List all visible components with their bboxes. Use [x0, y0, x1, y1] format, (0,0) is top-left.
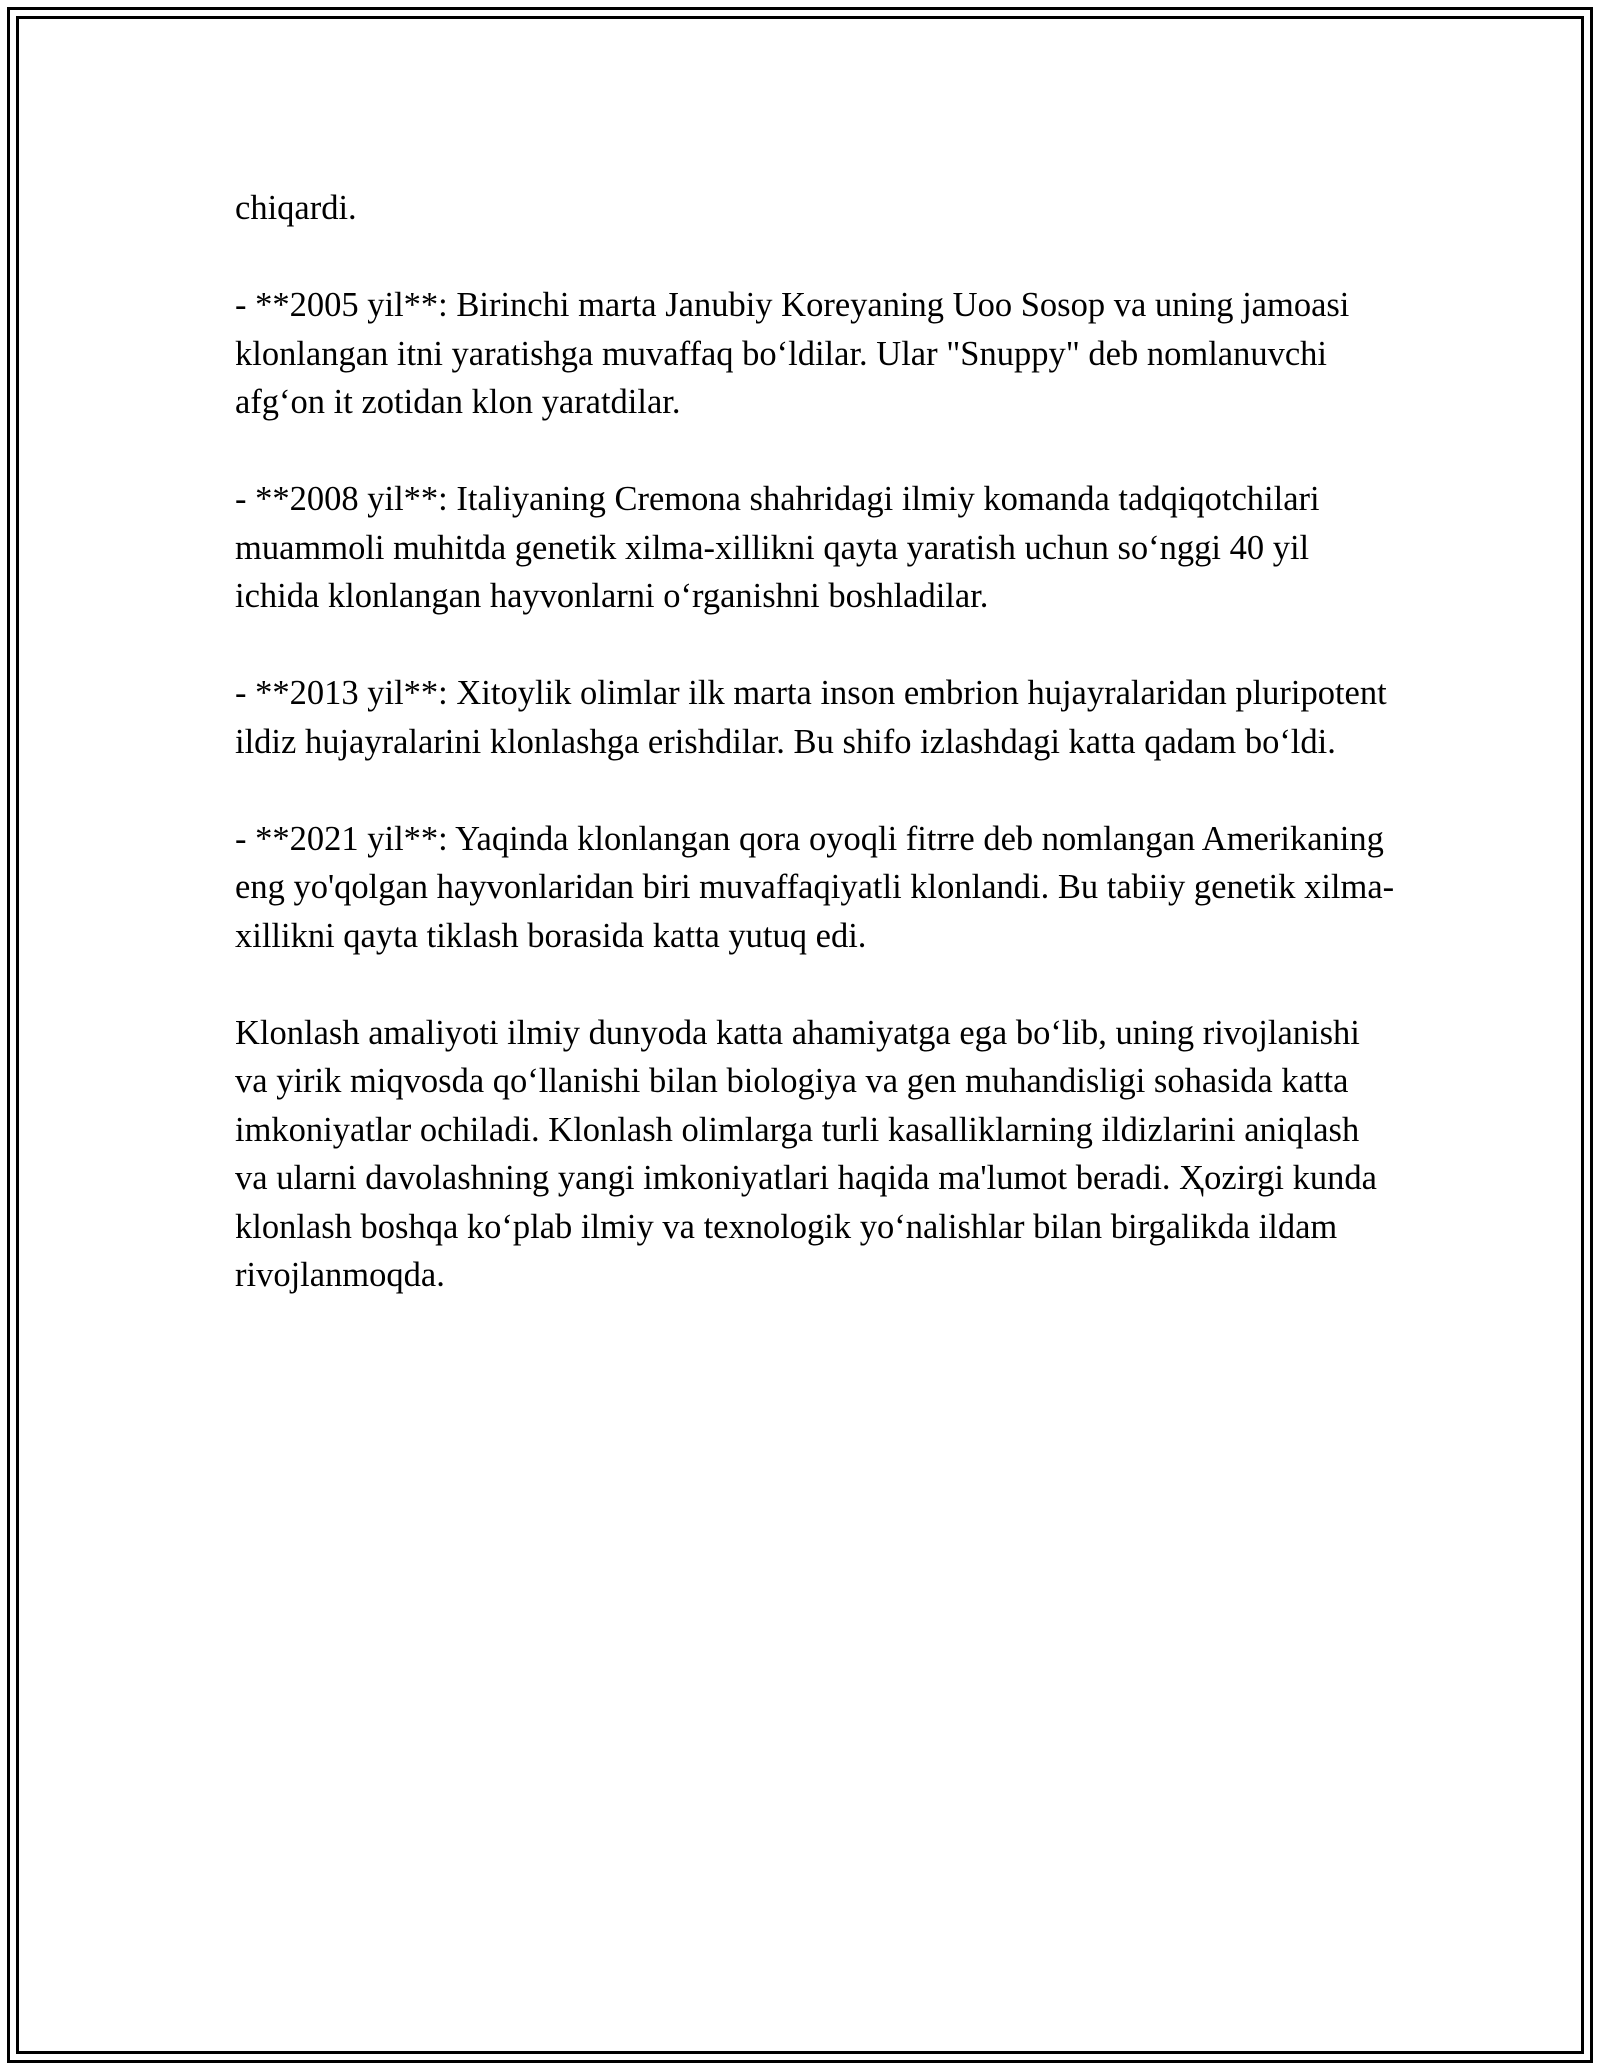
document-body: [235, 184, 1395, 1300]
paragraph-2005: - **2005 yil**: Birinchi marta Janubiy Koreyaning Uoo Sosop va uning jamoasi klonlangan itni yaratishga muvaffaq bo‘ldilar. Ular "Snuppy" deb nomlanuvchi afg‘on it zotidan klon yaratdilar.: [235, 286, 1350, 421]
paragraph-conclusion: Klonlash amaliyoti ilmiy dunyoda katta ahamiyatga ega bo‘lib, uning rivojlanishi va yirik miqvosda qo‘llanishi bilan biologiya va gen muhandisligi sohasida katta imkoniyatlar ochiladi. Klonlash olimlarga turli kasalliklarning ildizlarini aniqlash va ularni davolashning yangi imkoniyatlari haqida ma'lumot beradi. Ҳozirgi kunda klonlash boshqa ko‘plab ilmiy va texnologik yo‘nalishlar bilan birgalikda ildam rivojlanmoqda.: [235, 1013, 1377, 1294]
paragraph-2013: - **2013 yil**: Xitoylik olimlar ilk marta inson embrion hujayralaridan pluripotent ildiz hujayralarini klonlashga erishdilar. Bu shifo izlashdagi katta qadam bo‘ldi.: [235, 674, 1387, 761]
paragraph-continuation: chiqardi.: [235, 189, 357, 227]
paragraph-2008: - **2008 yil**: Italiyaning Cremona shahridagi ilmiy komanda tadqiqotchilari muammoli muhitda genetik xilma-xillikni qayta yaratish uchun so‘nggi 40 yil ichida klonlangan hayvonlarni o‘rganishni boshladilar.: [235, 480, 1320, 615]
paragraph-2021: - **2021 yil**: Yaqinda klonlangan qora oyoqli fitrre deb nomlangan Amerikaning eng yo'qolgan hayvonlaridan biri muvaffaqiyatli klonlandi. Bu tabiiy genetik xilma-xillikni qayta tiklash borasida katta yutuq edi.: [235, 819, 1395, 955]
